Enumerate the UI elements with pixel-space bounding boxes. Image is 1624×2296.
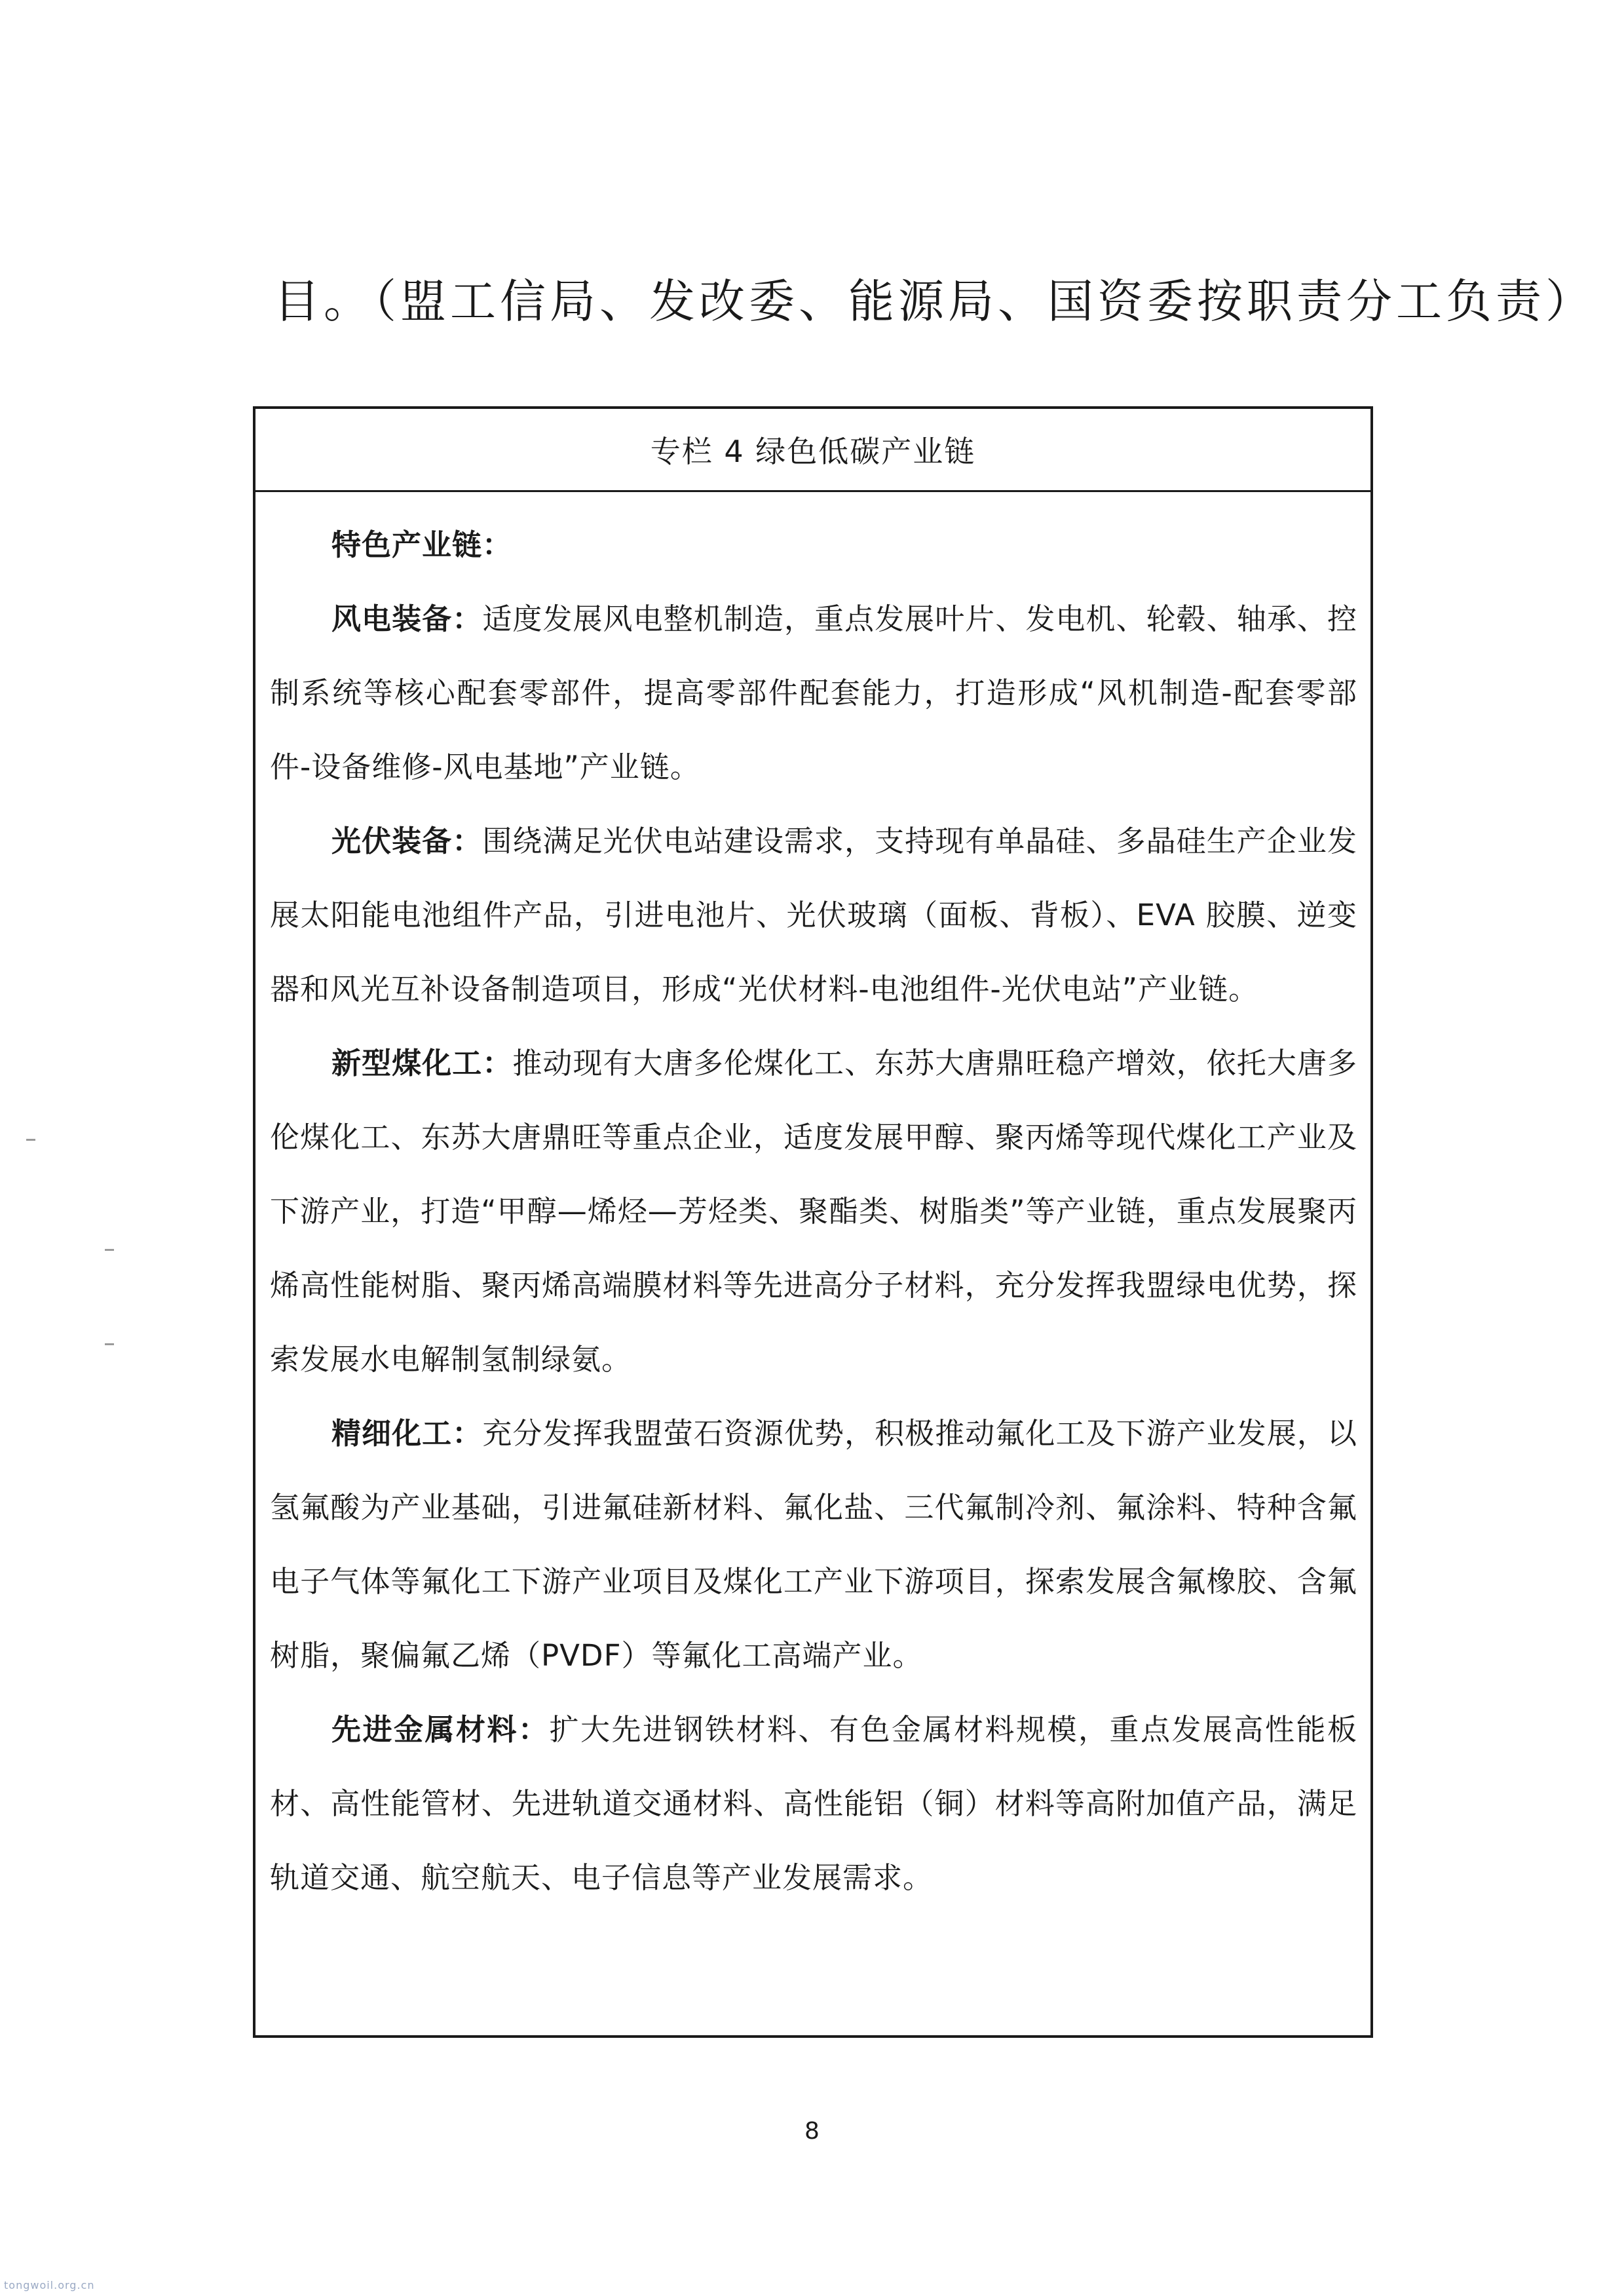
intro-line: 目。（盟工信局、发改委、能源局、国资委按职责分工负责） [274, 275, 1595, 328]
box-body [255, 492, 1370, 1915]
box-title: 专栏 4 绿色低碳产业链 [255, 409, 1370, 492]
paragraph-text: 适度发展风电整机制造，重点发展叶片、发电机、轮毂、轴承、控制系统等核心配套零部件，提高零部件配套能力，打造形成“风机制造-配套零部件-设备维修-风电基地”产业链。 [270, 602, 1357, 784]
paragraph-text: 推动现有大唐多伦煤化工、东苏大唐鼎旺稳产增效，依托大唐多伦煤化工、东苏大唐鼎旺等重点企业，适度发展甲醇、聚丙烯等现代煤化工产业及下游产业，打造“甲醇—烯烃—芳烃类、聚酯类、树脂类”等产业链，重点发展聚丙烯高性能树脂、聚丙烯高端膜材料等先进高分子材料，充分发挥我盟绿电优势，探索发展水电解制氢制绿氨。 [270, 1046, 1357, 1377]
paragraph-wind-power [270, 582, 1357, 804]
margin-tick [26, 1139, 35, 1141]
paragraph-text: 充分发挥我盟萤石资源优势，积极推动氟化工及下游产业发展，以氢氟酸为产业基础，引进氟硅新材料、氟化盐、三代氟制冷剂、氟涂料、特种含氟电子气体等氟化工下游产业项目及煤化工产业下游项目，探索发展含氟橡胶、含氟树脂，聚偏氟乙烯（PVDF）等氟化工高端产业。 [270, 1416, 1357, 1673]
paragraph-coal-chemical [270, 1026, 1357, 1396]
paragraph-photovoltaic [270, 804, 1357, 1026]
paragraph-lead: 先进金属材料： [331, 1712, 550, 1747]
paragraph-fine-chemical [270, 1396, 1357, 1693]
column-box [253, 406, 1373, 2038]
paragraph-lead: 光伏装备： [331, 824, 483, 858]
margin-tick [105, 1343, 114, 1345]
paragraph-lead: 精细化工： [331, 1416, 483, 1451]
page-number: 8 [804, 2118, 820, 2145]
paragraph-lead: 新型煤化工： [331, 1046, 513, 1081]
paragraph-lead: 风电装备： [331, 602, 483, 636]
paragraph-metal-materials [270, 1693, 1357, 1915]
paragraph-text: 扩大先进钢铁材料、有色金属材料规模，重点发展高性能板材、高性能管材、先进轨道交通材料、高性能铝（铜）材料等高附加值产品，满足轨道交通、航空航天、电子信息等产业发展需求。 [270, 1712, 1357, 1895]
paragraph-text: 围绕满足光伏电站建设需求，支持现有单晶硅、多晶硅生产企业发展太阳能电池组件产品，引进电池片、光伏玻璃（面板、背板）、EVA 胶膜、逆变器和风光互补设备制造项目，形成“光伏材料-电池组件-光伏电站”产业链。 [270, 824, 1357, 1006]
section-heading: 特色产业链： [331, 527, 513, 562]
scan-watermark: tongwoil.org.cn [4, 2279, 95, 2291]
margin-tick [105, 1249, 114, 1251]
